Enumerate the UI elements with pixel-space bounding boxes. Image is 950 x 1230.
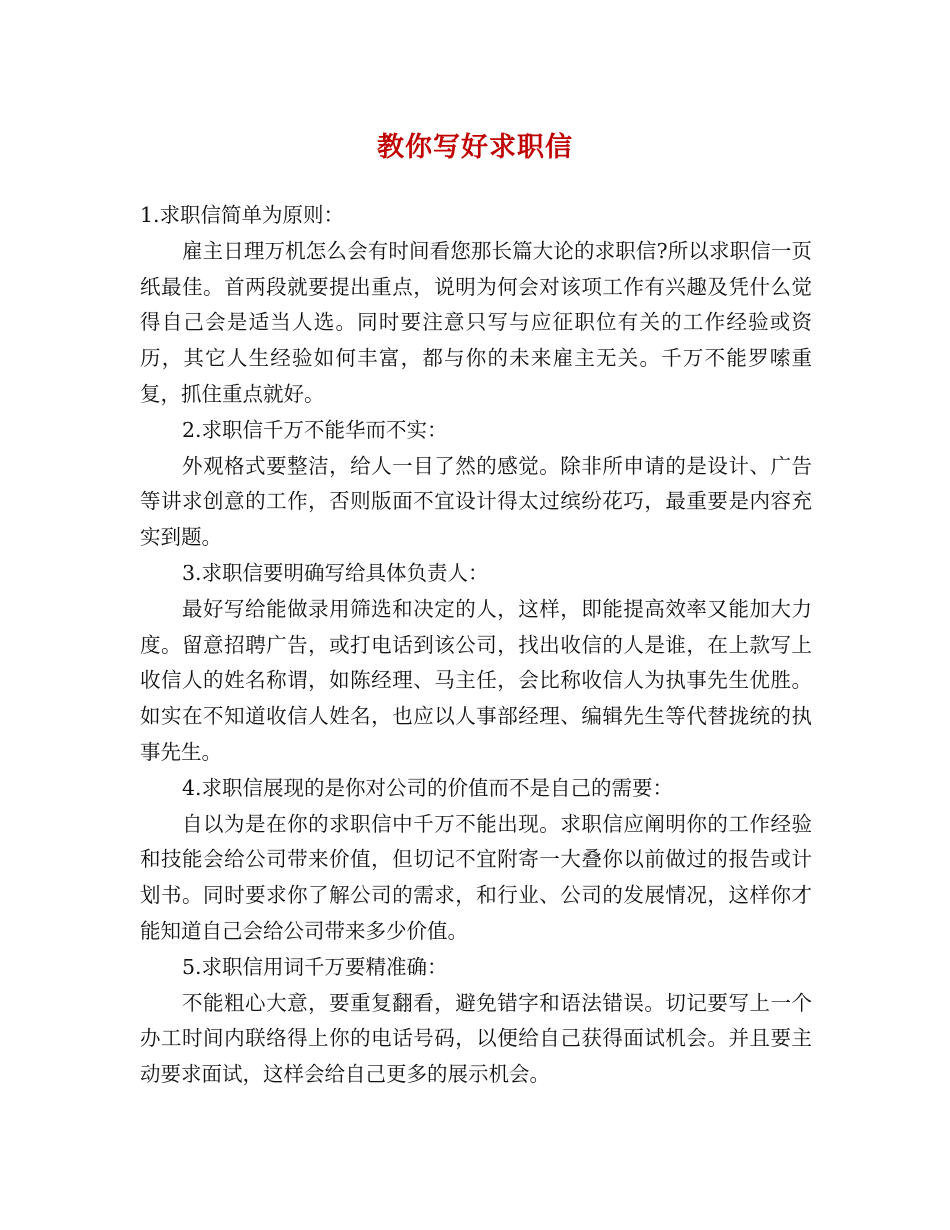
section-5-heading: 5.求职信用词千万要精准确：: [182, 954, 448, 979]
section-5-body: 不能粗心大意，要重复翻看，避免错字和语法错误。切记要写上一个办工时间内联络得上你的电话号码，以便给自己获得面试机会。并且要主动要求面试，这样会给自己更多的展示机会。: [140, 990, 812, 1087]
section-2-heading: 2.求职信千万不能华而不实：: [182, 417, 448, 442]
section-4-heading: 4.求职信展现的是你对公司的价值而不是自己的需要：: [182, 775, 674, 800]
section-3-body: 最好写给能做录用筛选和决定的人，这样，即能提高效率又能加大力度。留意招聘广告，或打电话到该公司，找出收信的人是谁，在上款写上收信人的姓名称谓，如陈经理、马主任，会比称收信人为执事先生优胜。如实在不知道收信人姓名，也应以人事部经理、编辑先生等代替拢统的执事先生。: [140, 596, 812, 764]
section-2-body: 外观格式要整洁，给人一目了然的感觉。除非所申请的是设计、广告等讲求创意的工作，否则版面不宜设计得太过缤纷花巧，最重要是内容充实到题。: [140, 453, 812, 550]
document-title: 教你写好求职信: [377, 132, 573, 163]
section-4-body: 自以为是在你的求职信中千万不能出现。求职信应阐明你的工作经验和技能会给公司带来价值，但切记不宜附寄一大叠你以前做过的报告或计划书。同时要求你了解公司的需求，和行业、公司的发展情况，这样你才能知道自己会给公司带来多少价值。: [140, 811, 812, 943]
section-3-heading: 3.求职信要明确写给具体负责人：: [182, 560, 489, 585]
document-body: [140, 198, 812, 1093]
section-1-body: 雇主日理万机怎么会有时间看您那长篇大论的求职信?所以求职信一页纸最佳。首两段就要提出重点，说明为何会对该项工作有兴趣及凭什么觉得自己会是适当人选。同时要注意只写与应征职位有关的工作经验或资历，其它人生经验如何丰富，都与你的未来雇主无关。千万不能罗嗦重复，抓住重点就好。: [140, 238, 812, 406]
section-1-heading: 1.求职信简单为原则：: [140, 203, 345, 227]
